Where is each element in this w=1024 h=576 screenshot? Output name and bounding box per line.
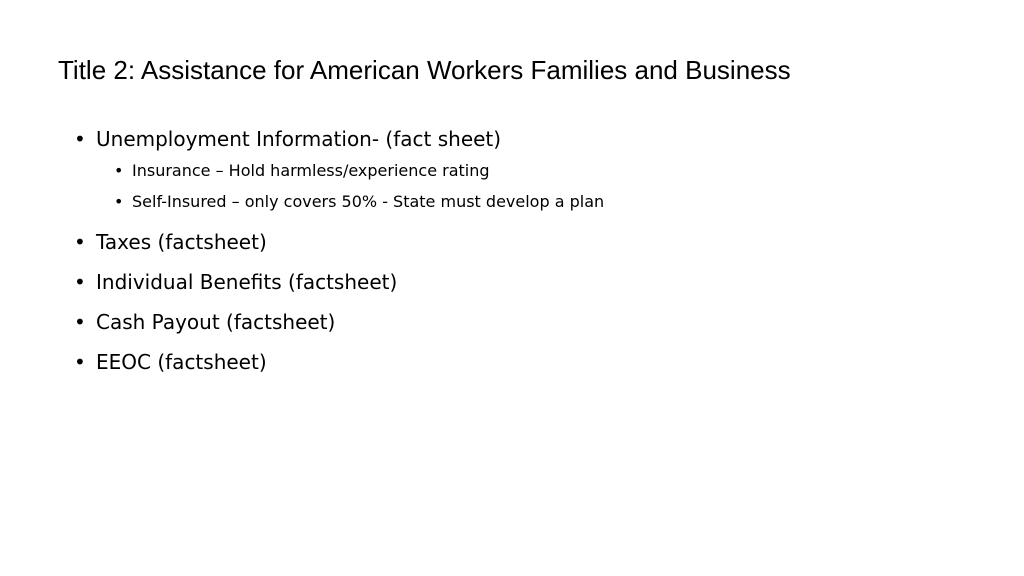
bullet-text: Cash Payout (factsheet) <box>96 310 336 334</box>
bullet-text: EEOC (factsheet) <box>96 350 267 374</box>
sub-bullet-list <box>112 158 604 215</box>
bullet-item-taxes <box>74 229 604 255</box>
bullet-text: Unemployment Information- (fact sheet) <box>96 127 502 151</box>
bullet-dot-icon: • <box>74 350 86 374</box>
sub-bullet-text: Self-Insured – only covers 50% - State must develop a plan <box>132 192 605 211</box>
bullet-dot-icon: • <box>74 270 86 294</box>
bullet-text: Taxes (factsheet) <box>96 230 267 254</box>
sub-bullet-dot-icon: • <box>114 192 124 211</box>
sub-bullet-text: Insurance – Hold harmless/experience rating <box>132 161 490 180</box>
sub-bullet-item-insurance <box>112 158 604 184</box>
bullet-item-unemployment <box>74 126 604 215</box>
bullet-item-cash-payout <box>74 309 604 335</box>
sub-bullet-item-self-insured <box>112 189 604 215</box>
bullet-item-eeoc <box>74 349 604 375</box>
bullet-dot-icon: • <box>74 127 86 151</box>
bullet-list <box>74 126 604 389</box>
bullet-dot-icon: • <box>74 310 86 334</box>
sub-bullet-dot-icon: • <box>114 161 124 180</box>
bullet-item-individual-benefits <box>74 269 604 295</box>
slide-title: Title 2: Assistance for American Workers Families and Business <box>58 55 791 85</box>
bullet-dot-icon: • <box>74 230 86 254</box>
bullet-text: Individual Benefits (factsheet) <box>96 270 398 294</box>
